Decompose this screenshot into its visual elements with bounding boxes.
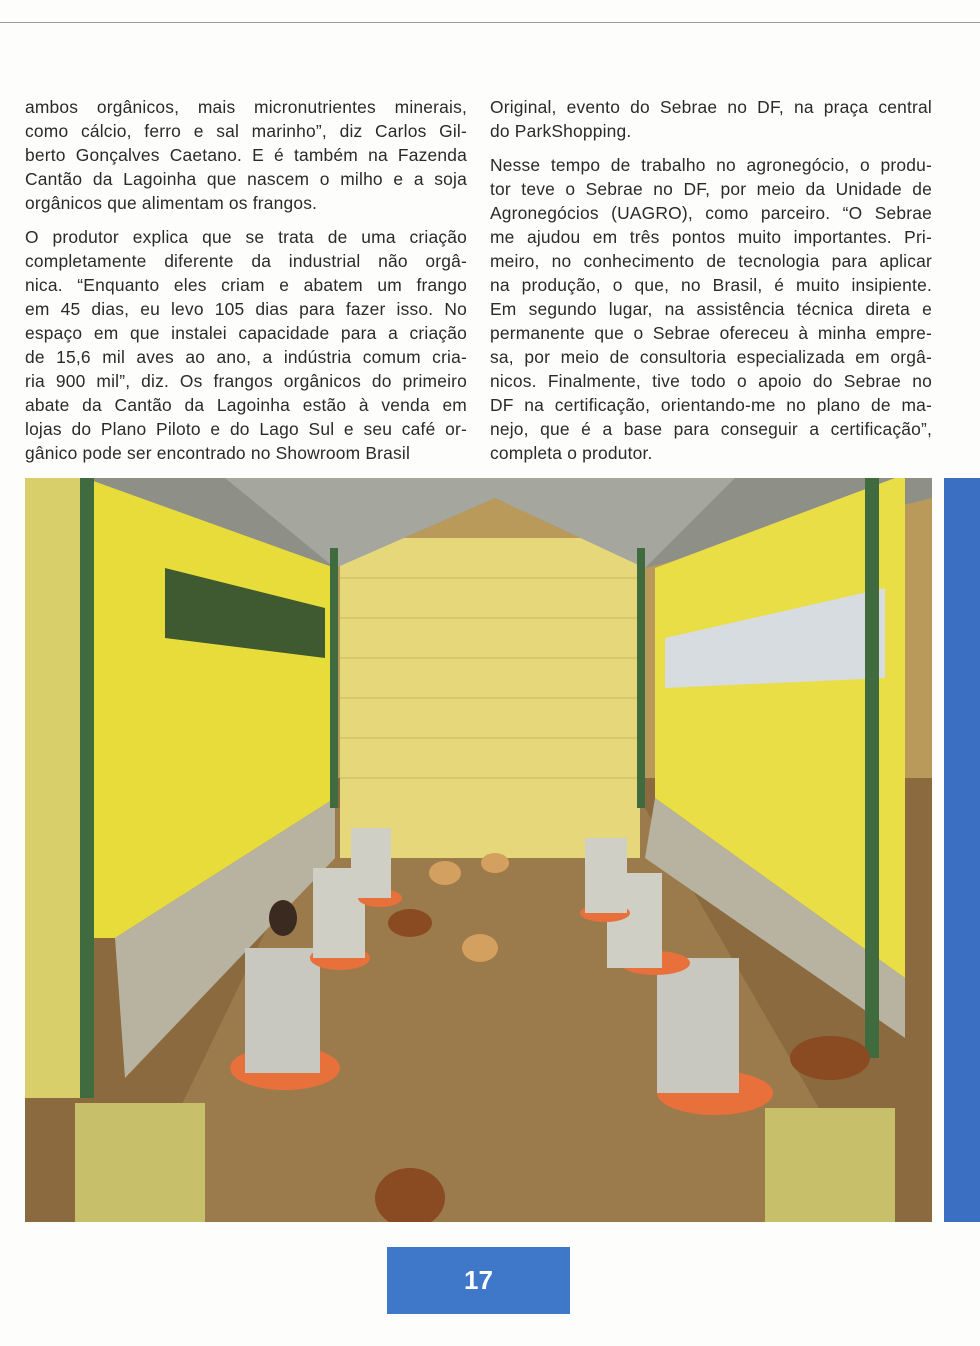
page-number: 17 [464, 1265, 493, 1295]
text-line: completamente diferente da industrial não orgâ- [25, 251, 467, 271]
text-line: na produção, o que, no Brasil, é muito insipiente. [490, 275, 932, 295]
text-line: gânico pode ser encontrado no Showroom Brasil [25, 443, 411, 463]
blue-side-strip [944, 478, 980, 1222]
text-line: de 15,6 mil aves ao ano, a indústria comum cria- [25, 347, 467, 367]
text-line: orgânicos que alimentam os frangos. [25, 193, 318, 213]
text-line: Nesse tempo de trabalho no agronegócio, o produ- [490, 155, 932, 175]
text-line: berto Gonçalves Caetano. E é também na Fazenda [25, 145, 467, 165]
text-line: completa o produtor. [490, 443, 653, 463]
text-line: Original, evento do Sebrae no DF, na praça central [490, 97, 932, 117]
text-line: Em segundo lugar, na assistência técnica direta e [490, 299, 932, 319]
paragraph [25, 225, 467, 465]
text-line: meiro, no conhecimento de tecnologia para aplicar [490, 251, 932, 271]
paragraph [490, 153, 932, 465]
text-line: nejo, que é a base para conseguir a certificação”, [490, 419, 932, 439]
left-text-column [25, 95, 467, 475]
text-line: DF na certificação, orientando-me no plano de ma- [490, 395, 932, 415]
text-line: me ajudou em três pontos muito importantes. Pri- [490, 227, 932, 247]
text-line: permanente que o Sebrae ofereceu à minha empre- [490, 323, 932, 343]
paragraph [490, 95, 932, 143]
text-line: nica. “Enquanto eles criam e abatem um frango [25, 275, 467, 295]
right-text-column [490, 95, 932, 475]
text-line: espaço em que instalei capacidade para a criação [25, 323, 467, 343]
text-line: tor teve o Sebrae no DF, por meio da Unidade de [490, 179, 932, 199]
text-line: como cálcio, ferro e sal marinho”, diz Carlos Gil- [25, 121, 467, 141]
top-rule [0, 22, 980, 23]
right-post [865, 478, 879, 1058]
page-number-box [387, 1247, 570, 1314]
text-line: Agronegócios (UAGRO), como parceiro. “O Sebrae [490, 203, 932, 223]
text-line: lojas do Plano Piloto e do Lago Sul e seu café or- [25, 419, 467, 439]
text-line: O produtor explica que se trata de uma criação [25, 227, 467, 247]
text-line: ambos orgânicos, mais micronutrientes minerais, [25, 97, 467, 117]
text-line: nicos. Finalmente, tive todo o apoio do Sebrae no [490, 371, 932, 391]
text-line: do ParkShopping. [490, 121, 632, 141]
paragraph [25, 95, 467, 215]
chicken-coop-photo [25, 478, 932, 1222]
text-line: em 45 dias, eu levo 105 dias para fazer isso. No [25, 299, 467, 319]
left-post [80, 478, 94, 1098]
text-line: Cantão da Lagoinha que nascem o milho e a soja [25, 169, 467, 189]
text-line: abate da Cantão da Lagoinha estão à venda em [25, 395, 467, 415]
text-line: ria 900 mil”, diz. Os frangos orgânicos do primeiro [25, 371, 467, 391]
text-line: sa, por meio de consultoria especializada em orgâ- [490, 347, 932, 367]
